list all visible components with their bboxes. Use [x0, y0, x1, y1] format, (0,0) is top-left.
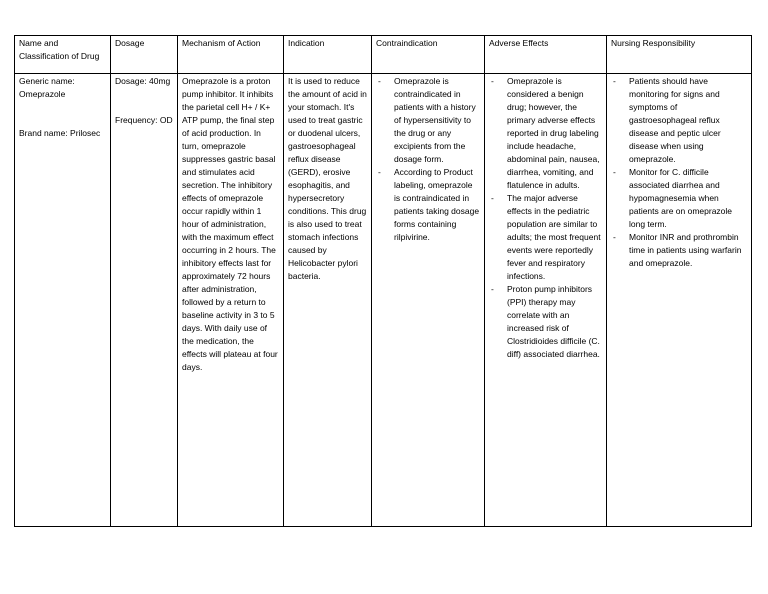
list-item	[611, 231, 747, 270]
header-nursing-responsibility: Nursing Responsibility	[607, 36, 752, 74]
header-contraindication: Contraindication	[372, 36, 485, 74]
dash-bullet: -	[491, 284, 494, 294]
list-item	[611, 166, 747, 231]
header-name-classification: Name and Classification of Drug	[15, 36, 111, 74]
generic-name: Generic name: Omeprazole	[19, 76, 75, 99]
contraindication-cell	[372, 74, 485, 527]
dash-bullet: -	[613, 76, 616, 86]
list-item	[489, 75, 602, 192]
dosage-cell	[111, 74, 178, 527]
list-item	[489, 283, 602, 361]
name-cell	[15, 74, 111, 527]
list-item	[611, 75, 747, 166]
dash-bullet: -	[378, 167, 381, 177]
adverse-effects-list	[489, 75, 602, 361]
dosage-amount: Dosage: 40mg	[115, 76, 171, 86]
mechanism-text: Omeprazole is a proton pump inhibitor. It inhibits the parietal cell H+ / K+ ATP pump, the final step of acid production. In turn, omeprazole suppresses gastric basal and stimulates acid secretion. The inhibitory effects of omeprazole occur rapidly within 1 hour of administration, with the maximum effect occurring in 2 hours. The inhibitory effects last for approximately 72 hours after administration, followed by a return to baseline activity in 3 to 5 days. With daily use of the medication, the effects will plateau at four days.	[182, 76, 278, 372]
adverse-effect-item: The major adverse effects in the pediatric population are similar to adults; the most frequent events were reportedly fever and respiratory infections.	[507, 193, 601, 281]
adverse-effect-item: Proton pump inhibitors (PPI) therapy may correlate with an increased risk of Clostridioides difficile (C. diff) associated diarrhea.	[507, 284, 600, 359]
mechanism-cell	[178, 74, 284, 527]
header-mechanism: Mechanism of Action	[178, 36, 284, 74]
dosage-frequency: Frequency: OD	[115, 115, 173, 125]
list-item	[489, 192, 602, 283]
dash-bullet: -	[491, 193, 494, 203]
brand-name: Brand name: Prilosec	[19, 128, 101, 138]
nursing-responsibility-list	[611, 75, 747, 270]
adverse-effects-cell	[485, 74, 607, 527]
contraindication-item: According to Product labeling, omeprazole is contraindicated in patients taking dosage forms containing rilpivirine.	[394, 167, 480, 242]
adverse-effect-item: Omeprazole is considered a benign drug; however, the primary adverse effects reported in drug labeling include headache, abdominal pain, nausea, diarrhea, vomiting, and flatulence in adults.	[507, 76, 600, 190]
header-adverse-effects: Adverse Effects	[485, 36, 607, 74]
header-indication: Indication	[284, 36, 372, 74]
header-dosage: Dosage	[111, 36, 178, 74]
table-row	[15, 74, 752, 527]
dash-bullet: -	[613, 167, 616, 177]
nursing-item: Monitor INR and prothrombin time in patients using warfarin and omeprazole.	[629, 232, 742, 268]
list-item	[376, 166, 480, 244]
header-row	[15, 36, 752, 74]
dash-bullet: -	[378, 76, 381, 86]
contraindication-item: Omeprazole is contraindicated in patients with a history of hypersensitivity to the drug or any excipients from the dosage form.	[394, 76, 476, 164]
drug-study-table	[14, 35, 752, 527]
nursing-item: Monitor for C. difficile associated diarrhea and hypomagnesemia when patients are on omeprazole long term.	[629, 167, 733, 229]
dash-bullet: -	[613, 232, 616, 242]
indication-text: It is used to reduce the amount of acid in your stomach. It's used to treat gastric or duodenal ulcers, gastroesophageal reflux disease (GERD), erosive esophagitis, and hypersecretory conditions. This drug is also used to treat stomach infections caused by Helicobacter pylori bacteria.	[288, 76, 367, 281]
dash-bullet: -	[491, 76, 494, 86]
list-item	[376, 75, 480, 166]
nursing-responsibility-cell	[607, 74, 752, 527]
indication-cell	[284, 74, 372, 527]
nursing-item: Patients should have monitoring for signs and symptoms of gastroesophageal reflux disease and peptic ulcer disease when using omeprazole.	[629, 76, 721, 164]
contraindication-list	[376, 75, 480, 244]
